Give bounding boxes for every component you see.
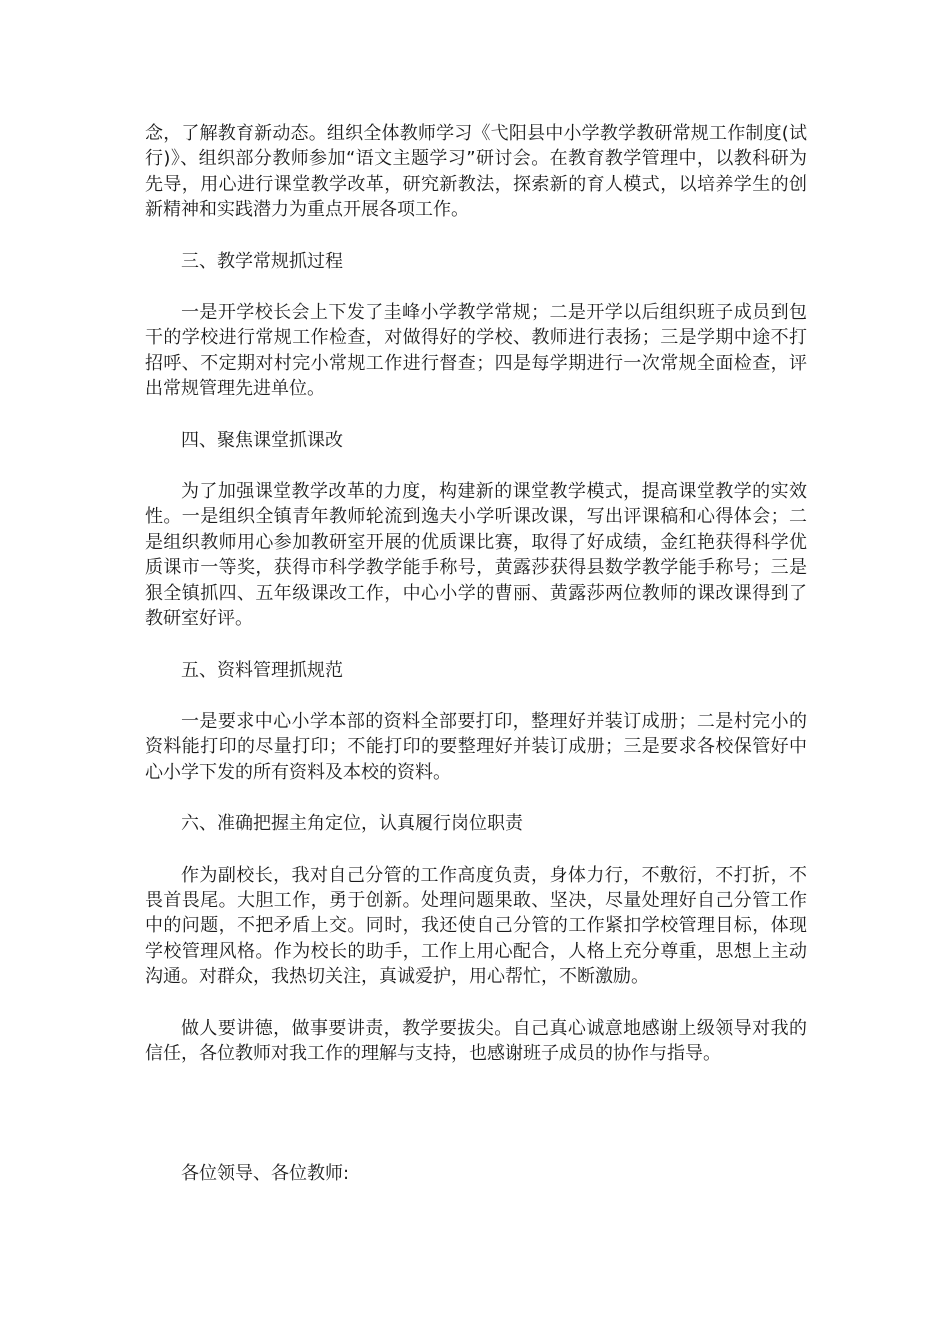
section-heading-4: 四、聚焦课堂抓课改 [181,429,343,451]
paragraph-materials: 一是要求中心小学本部的资料全部要打印，整理好并装订成册；二是村完小的资料能打印的尽量打印；不能打印的要整理好并装订成册；三是要求各校保管好中心小学下发的所有资料及本校的资料。 [145,710,807,783]
paragraph-classroom-reform: 为了加强课堂教学改革的力度，构建新的课堂教学模式，提高课堂教学的实效性。一是组织全镇青年教师轮流到逸夫小学听课改课，写出评课稿和心得体会；二是组织教师用心参加教研室开展的优质课比赛，取得了好成绩，金红艳获得科学优质课市一等奖，获得市科学教学能手称号，黄露莎获得县数学教学能手称号；三是狠全镇抓四、五年级课改工作，中心小学的曹丽、黄露莎两位教师的课改课得到了教研室好评。 [145,481,807,630]
salutation: 各位领导、各位教师: [181,1163,350,1184]
section-heading-6: 六、准确把握主角定位，认真履行岗位职责 [181,813,523,835]
paragraph-continuation: 念，了解教育新动态。组织全体教师学习《弋阳县中小学教学教研常规工作制度(试行)》、组织部分教师参加“语文主题学习”研讨会。在教育教学管理中，以教科研为先导，用心进行课堂教学改革，研究新教法，探索新的育人模式，以培养学生的创新精神和实践潜力为重点开展各项工作。 [145,123,807,221]
paragraph-closing: 做人要讲德，做事要讲责，教学要拔尖。自己真心诚意地感谢上级领导对我的信任，各位教师对我工作的理解与支持，也感谢班子成员的协作与指导。 [145,1017,807,1064]
section-heading-3: 三、教学常规抓过程 [181,250,343,272]
section-heading-5: 五、资料管理抓规范 [181,659,343,681]
paragraph-routine: 一是开学校长会上下发了圭峰小学教学常规；二是开学以后组织班子成员到包干的学校进行常规工作检查，对做得好的学校、教师进行表扬；三是学期中途不打招呼、不定期对村完小常规工作进行督查；四是每学期进行一次常规全面检查，评出常规管理先进单位。 [145,302,807,400]
paragraph-responsibility: 作为副校长，我对自己分管的工作高度负责，身体力行，不敷衍，不打折，不畏首畏尾。大胆工作，勇于创新。处理问题果敢、坚决，尽量处理好自己分管工作中的问题，不把矛盾上交。同时，我还使自己分管的工作紧扣学校管理目标，体现学校管理风格。作为校长的助手，工作上用心配合，人格上充分尊重，思想上主动沟通。对群众，我热切关注，真诚爱护，用心帮忙，不断激励。 [145,864,807,988]
document-body [145,121,807,1092]
